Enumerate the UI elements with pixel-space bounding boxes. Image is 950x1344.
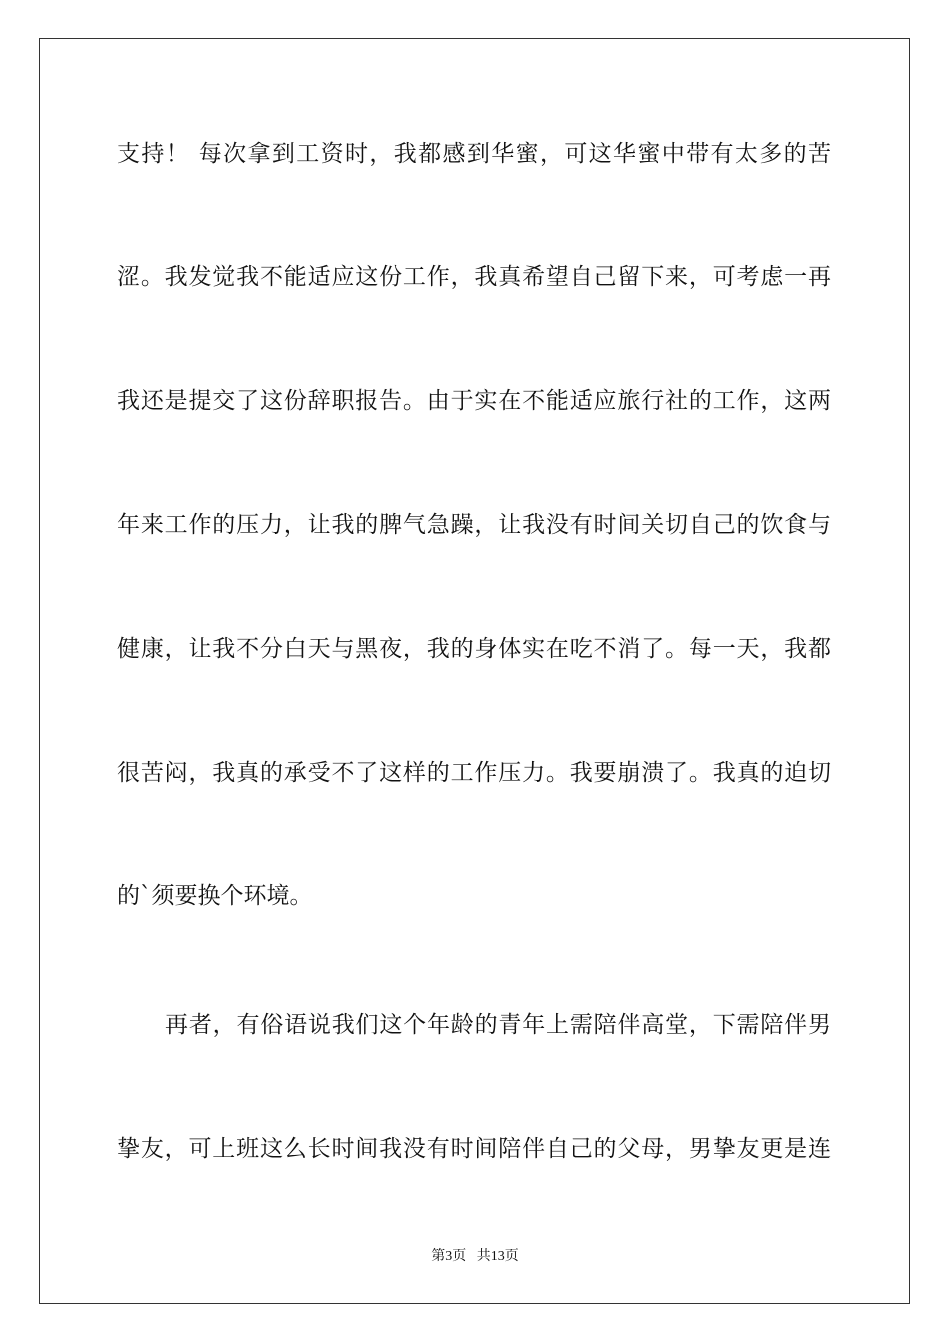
text-line: 健康，让我不分白天与黑夜，我的身体实在吃不消了。每一天，我都	[117, 636, 831, 662]
paragraph-first-line: 再者，有俗语说我们这个年龄的青年上需陪伴高堂，下需陪伴男	[165, 1012, 831, 1038]
footer-spacer	[466, 1249, 477, 1264]
page-number: 第3页	[431, 1249, 467, 1264]
text-line: 的`须要换个环境。	[117, 883, 313, 909]
text-line: 涩。我发觉我不能适应这份工作，我真希望自己留下来，可考虑一再	[117, 264, 831, 290]
page-border	[39, 38, 910, 1304]
text-line: 很苦闷，我真的承受不了这样的工作压力。我要崩溃了。我真的迫切	[117, 760, 831, 786]
text-line: 支持！ 每次拿到工资时，我都感到华蜜，可这华蜜中带有太多的苦	[117, 141, 831, 167]
text-line: 年来工作的压力，让我的脾气急躁，让我没有时间关切自己的饮食与	[117, 512, 831, 538]
total-pages: 共13页	[476, 1249, 519, 1264]
text-line: 我还是提交了这份辞职报告。由于实在不能适应旅行社的工作，这两	[117, 388, 831, 414]
text-line: 挚友，可上班这么长时间我没有时间陪伴自己的父母，男挚友更是连	[117, 1136, 831, 1162]
page-footer	[0, 1248, 950, 1266]
